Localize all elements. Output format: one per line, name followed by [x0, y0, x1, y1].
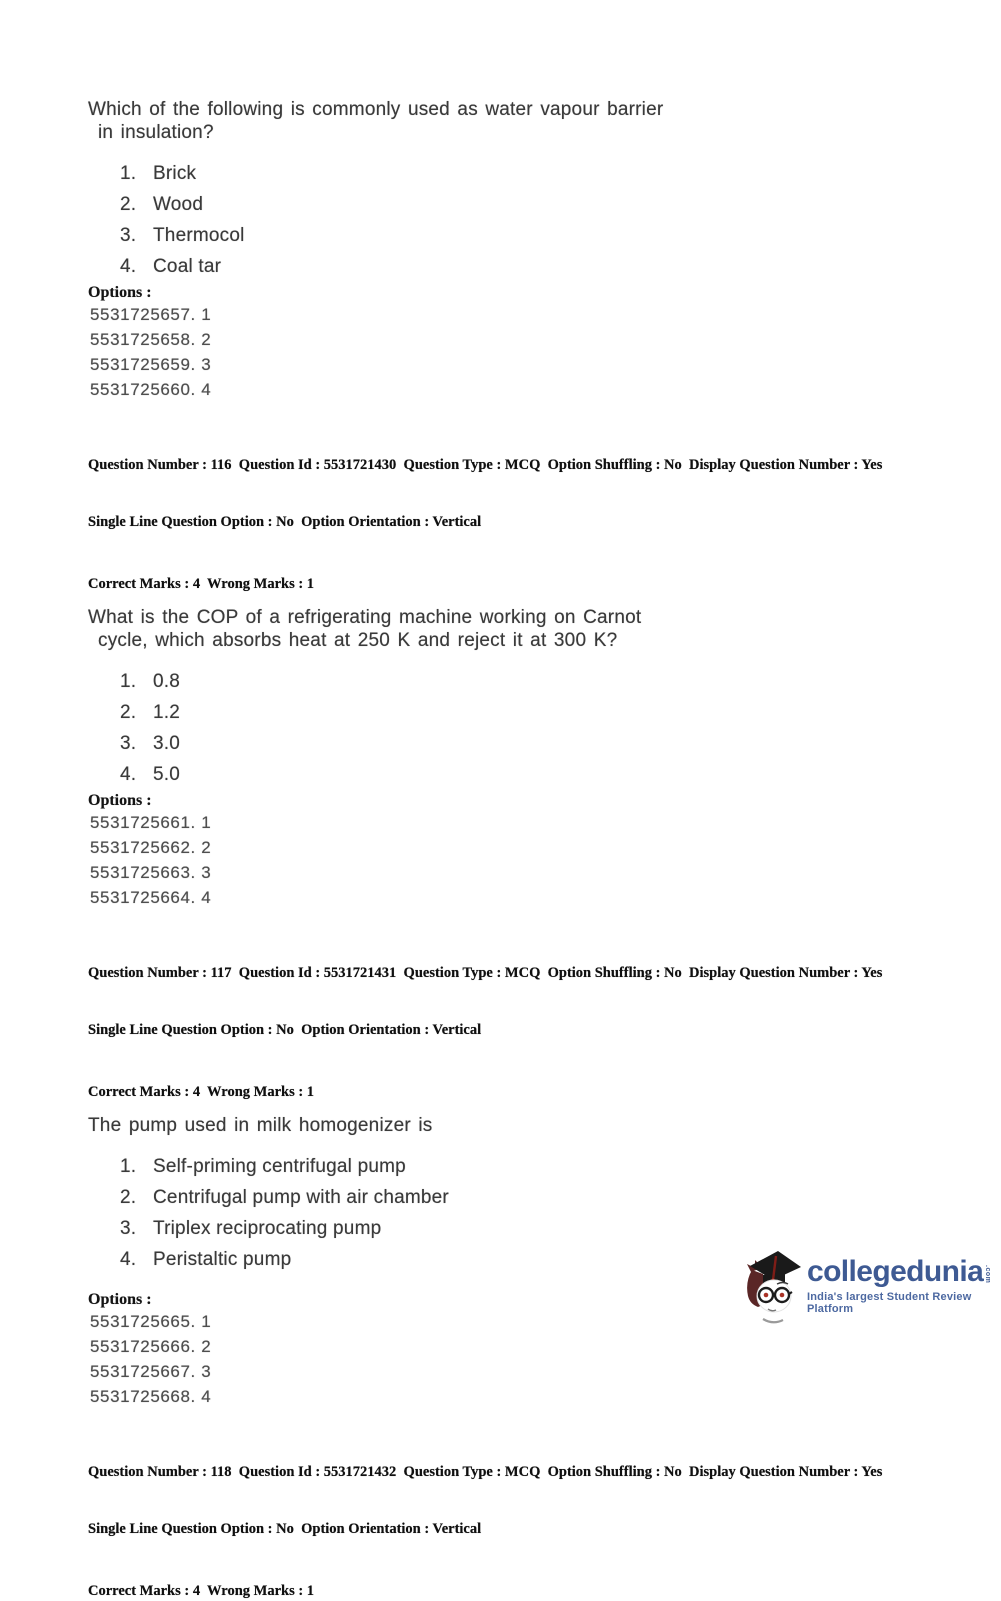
question-metadata-line: Question Number : 116 Question Id : 5531721430 Question Type : MCQ Option Shuffling : No Display Question Number : Yes	[88, 457, 883, 473]
choice-number: 2.	[120, 702, 137, 723]
option-id: 5531725660. 4	[90, 380, 212, 399]
logo-text-block	[807, 1256, 991, 1315]
question-text-line: Which of the following is commonly used as water vapour barrier	[88, 99, 664, 120]
choice-3	[88, 216, 961, 247]
option-id: 5531725668. 4	[90, 1387, 212, 1406]
choice-number: 4.	[120, 764, 137, 785]
option-id-list	[88, 302, 961, 402]
options-heading: Options :	[88, 792, 152, 809]
option-id: 5531725661. 1	[90, 813, 212, 832]
choice-label: 1.2	[153, 702, 181, 723]
choice-number: 4.	[120, 256, 137, 277]
question-metadata	[88, 1425, 961, 1577]
choice-label: Centrifugal pump with air chamber	[153, 1187, 449, 1208]
option-id: 5531725663. 3	[90, 863, 212, 882]
choice-1	[88, 662, 961, 693]
collegedunia-logo	[743, 1248, 992, 1330]
question-117	[88, 926, 961, 1409]
choice-2	[88, 1178, 961, 1209]
choice-1	[88, 1147, 961, 1178]
question-metadata-line: Single Line Question Option : No Option Orientation : Vertical	[88, 1521, 482, 1537]
choice-4	[88, 755, 961, 786]
question-text	[88, 98, 961, 144]
choice-number: 2.	[120, 194, 137, 215]
marks-line: Correct Marks : 4 Wrong Marks : 1	[88, 1084, 315, 1100]
choice-label: 0.8	[153, 671, 181, 692]
option-id: 5531725657. 1	[90, 305, 212, 324]
question-116	[88, 418, 961, 910]
choice-label: 3.0	[153, 733, 181, 754]
brand-wordmark: collegedunia	[807, 1255, 984, 1288]
question-metadata-line: Single Line Question Option : No Option Orientation : Vertical	[88, 1022, 482, 1038]
choice-number: 3.	[120, 225, 137, 246]
question-text	[88, 1114, 961, 1137]
question-text-line: What is the COP of a refrigerating machine working on Carnot	[88, 607, 642, 628]
options-heading: Options :	[88, 1291, 152, 1308]
choice-label: 5.0	[153, 764, 181, 785]
option-id: 5531725658. 2	[90, 330, 212, 349]
question-metadata	[88, 926, 961, 1078]
question-metadata-line: Question Number : 117 Question Id : 5531721431 Question Type : MCQ Option Shuffling : No Display Question Number : Yes	[88, 965, 883, 981]
question-metadata	[88, 418, 961, 570]
choice-label: Coal tar	[153, 256, 222, 277]
choice-label: Self-priming centrifugal pump	[153, 1156, 406, 1177]
option-id: 5531725664. 4	[90, 888, 212, 907]
choice-label: Wood	[153, 194, 204, 215]
brand-tld: .com	[984, 1265, 992, 1284]
option-id: 5531725665. 1	[90, 1312, 212, 1331]
choice-number: 4.	[120, 1249, 137, 1270]
options-heading: Options :	[88, 284, 152, 301]
question-115-body	[88, 98, 961, 402]
brand-tagline: India's largest Student Review Platform	[807, 1291, 972, 1315]
option-id: 5531725666. 2	[90, 1337, 212, 1356]
question-metadata-line: Question Number : 118 Question Id : 5531721432 Question Type : MCQ Option Shuffling : No Display Question Number : Yes	[88, 1464, 883, 1480]
choice-1	[88, 154, 961, 185]
question-text-line: cycle, which absorbs heat at 250 K and reject it at 300 K?	[98, 630, 618, 651]
choice-label: Triplex reciprocating pump	[153, 1218, 382, 1239]
option-id: 5531725667. 3	[90, 1362, 212, 1381]
choice-list	[88, 154, 961, 278]
question-text-line: The pump used in milk homogenizer is	[88, 1115, 433, 1136]
choice-number: 1.	[120, 1156, 137, 1177]
choice-label: Peristaltic pump	[153, 1249, 292, 1270]
choice-2	[88, 185, 961, 216]
marks-line: Correct Marks : 4 Wrong Marks : 1	[88, 576, 315, 592]
choice-number: 1.	[120, 671, 137, 692]
question-text	[88, 606, 961, 652]
choice-number: 2.	[120, 1187, 137, 1208]
question-118-header	[88, 1425, 961, 1601]
option-id: 5531725662. 2	[90, 838, 212, 857]
option-id: 5531725659. 3	[90, 355, 212, 374]
choice-2	[88, 693, 961, 724]
choice-label: Brick	[153, 163, 197, 184]
question-text-line: in insulation?	[98, 122, 214, 143]
choice-3	[88, 724, 961, 755]
choice-number: 1.	[120, 163, 137, 184]
choice-4	[88, 247, 961, 278]
choice-list	[88, 662, 961, 786]
choice-number: 3.	[120, 1218, 137, 1239]
option-id-list	[88, 810, 961, 910]
question-metadata-line: Single Line Question Option : No Option Orientation : Vertical	[88, 514, 482, 530]
graduate-mascot-icon	[743, 1250, 805, 1328]
choice-number: 3.	[120, 733, 137, 754]
marks-line: Correct Marks : 4 Wrong Marks : 1	[88, 1583, 315, 1599]
choice-label: Thermocol	[153, 225, 245, 246]
choice-3	[88, 1209, 961, 1240]
